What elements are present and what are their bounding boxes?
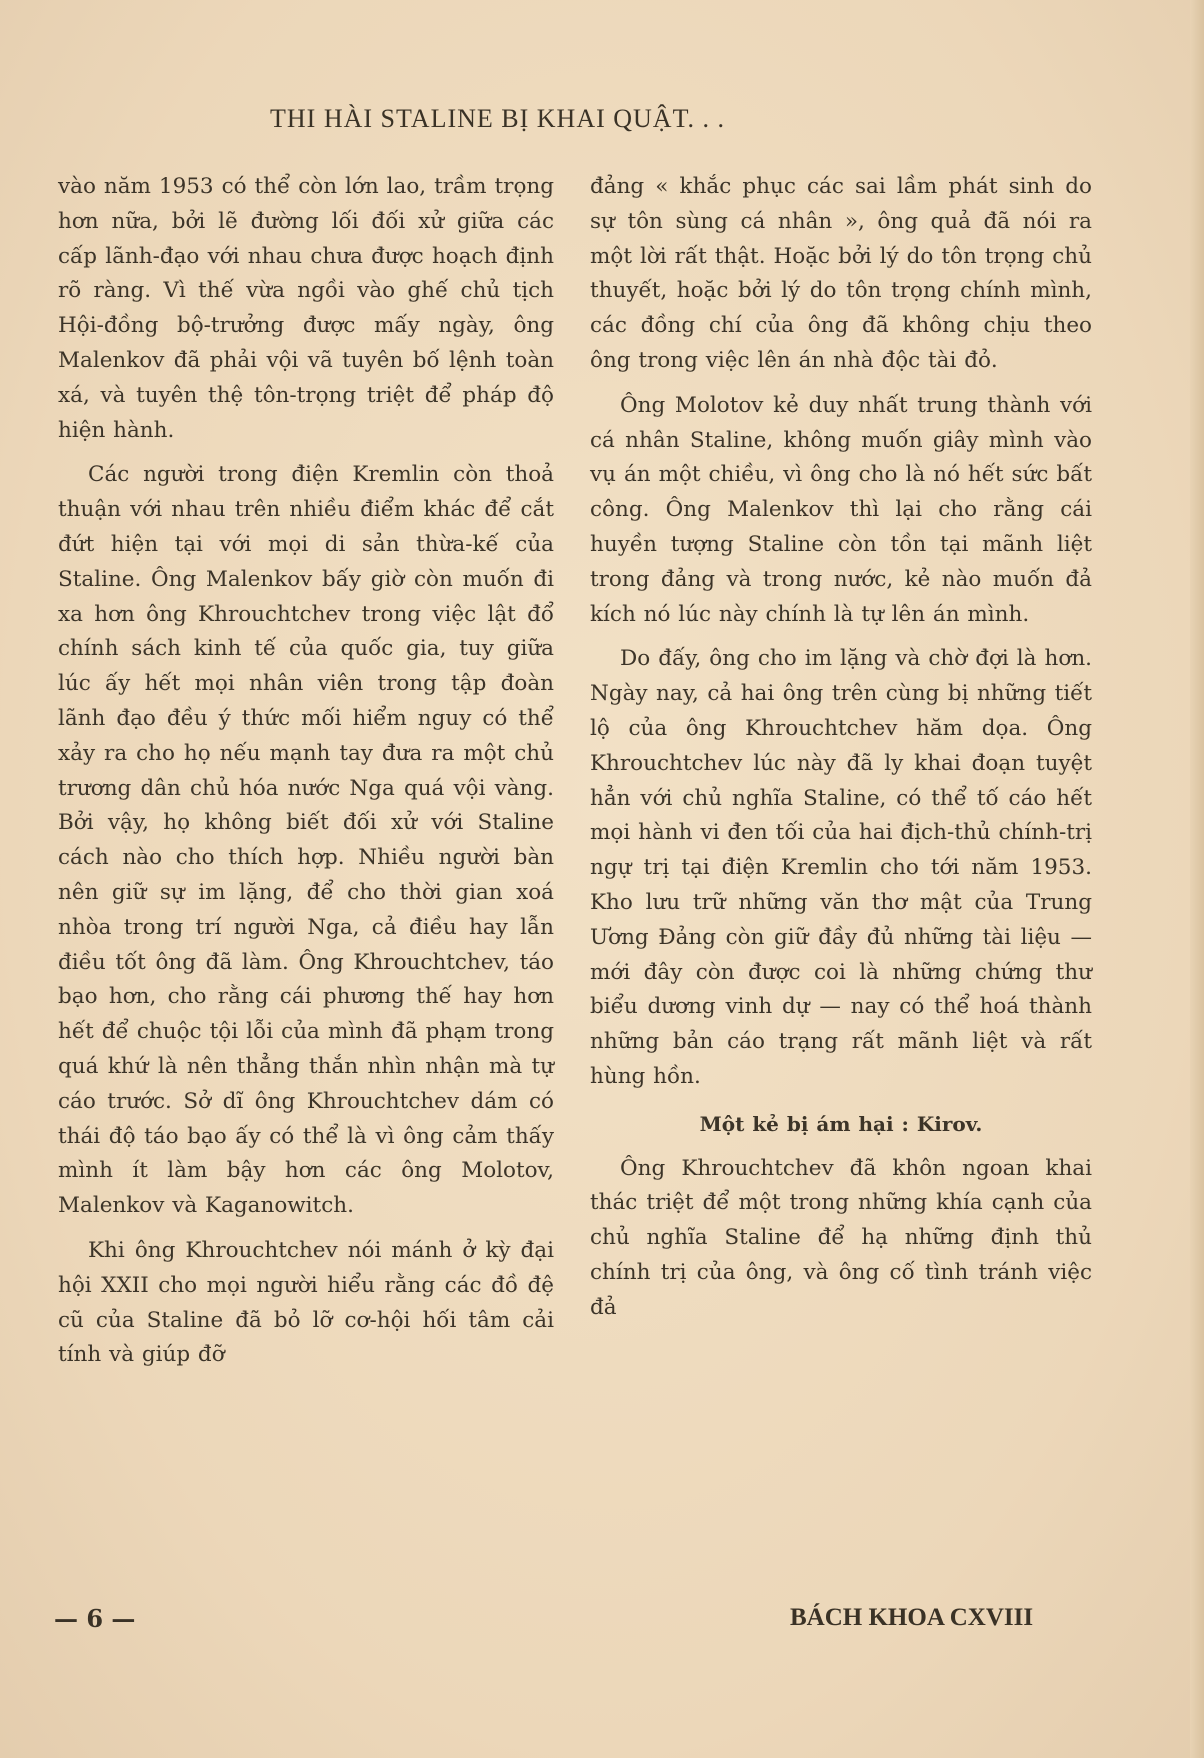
paragraph: Ông Molotov kẻ duy nhất trung thành với cá nhân Staline, không muốn giây mình vào vụ án một chiều, vì ông cho là nó hết sức bất công. Ông Malenkov thì lại cho rằng cái huyền tượng Staline còn tồn tại mãnh liệt trong đảng và trong nước, kẻ nào muốn đả kích nó lúc này chính là tự lên án mình. <box>590 392 1092 627</box>
publication-name: BÁCH KHOA CXVIII <box>790 1604 1034 1631</box>
right-column <box>590 170 1092 1326</box>
paragraph: Các người trong điện Kremlin còn thoả thuận với nhau trên nhiều điểm khác để cắt đứt hiện tại với mọi di sản thừa-kế của Staline. Ông Malenkov bấy giờ còn muốn đi xa hơn ông Khrouchtchev trong việc lật đổ chính sách kinh tế của quốc gia, tuy giữa lúc ấy hết mọi nhân viên trong tập đoàn lãnh đạo đều ý thức mối hiểm nguy có thể xảy ra cho họ nếu mạnh tay đưa ra một chủ trương dân chủ hóa nước Nga quá vội vàng. Bởi vậy, họ không biết đối xử với Staline cách nào cho thích hợp. Nhiều người bàn nên giữ sự im lặng, để cho thời gian xoá nhòa trong trí người Nga, cả điều hay lẫn điều tốt ông đã làm. Ông Khrouchtchev, táo bạo hơn, cho rằng cái phương thế hay hơn hết để chuộc tội lỗi của mình đã phạm trong quá khứ là nên thẳng thắn nhìn nhận mà tự cáo trước. Sở dĩ ông Khrouchtchev dám có thái độ táo bạo ấy có thể là vì ông cảm thấy mình ít làm bậy hơn các ông Molotov, Malenkov và Kaganowitch. <box>58 462 554 1219</box>
left-column <box>58 170 554 1373</box>
running-title: THI HÀI STALINE BỊ KHAI QUẬT. . . <box>270 104 726 133</box>
page-number: — 6 — <box>54 1604 136 1633</box>
paragraph: Khi ông Khrouchtchev nói mánh ở kỳ đại hội XXII cho mọi người hiểu rằng các đồ đệ cũ của Staline đã bỏ lỡ cơ-hội hối tâm cải tính và giúp đỡ <box>58 1237 554 1368</box>
page-edge <box>1190 0 1204 1758</box>
paragraph: đảng « khắc phục các sai lầm phát sinh do sự tôn sùng cá nhân », ông quả đã nói ra một lời rất thật. Hoặc bởi lý do tôn trọng chủ thuyết, hoặc bởi lý do tôn trọng chính mình, các đồng chí của ông đã không chịu theo ông trong việc lên án nhà độc tài đỏ. <box>590 174 1092 373</box>
paragraph: vào năm 1953 có thể còn lớn lao, trầm trọng hơn nữa, bởi lẽ đường lối đối xử giữa các cấp lãnh-đạo với nhau chưa được hoạch định rõ ràng. Vì thế vừa ngồi vào ghế chủ tịch Hội-đồng bộ-trưởng được mấy ngày, ông Malenkov đã phải vội vã tuyên bố lệnh toàn xá, và tuyên thệ tôn-trọng triệt để pháp độ hiện hành. <box>58 174 554 443</box>
section-subheading: Một kẻ bị ám hại : Kirov. <box>699 1111 983 1136</box>
paragraph: Ông Khrouchtchev đã khôn ngoan khai thác triệt để một trong những khía cạnh của chủ nghĩa Staline để hạ những định thủ chính trị của ông, và ông cố tình tránh việc đả <box>590 1155 1092 1320</box>
paragraph: Do đấy, ông cho im lặng và chờ đợi là hơn. Ngày nay, cả hai ông trên cùng bị những tiết lộ của ông Khrouchtchev hăm dọa. Ông Khrouchtchev lúc này đã ly khai đoạn tuyệt hẳn với chủ nghĩa Staline, có thể tố cáo hết mọi hành vi đen tối của hai địch-thủ chính-trị ngự trị tại điện Kremlin cho tới năm 1953. Kho lưu trữ những văn thơ mật của Trung Ương Đảng còn giữ đầy đủ những tài liệu — mới đây còn được coi là những chứng thư biểu dương vinh dự — nay có thể hoá thành những bản cáo trạng rất mãnh liệt và rất hùng hồn. <box>590 646 1092 1089</box>
